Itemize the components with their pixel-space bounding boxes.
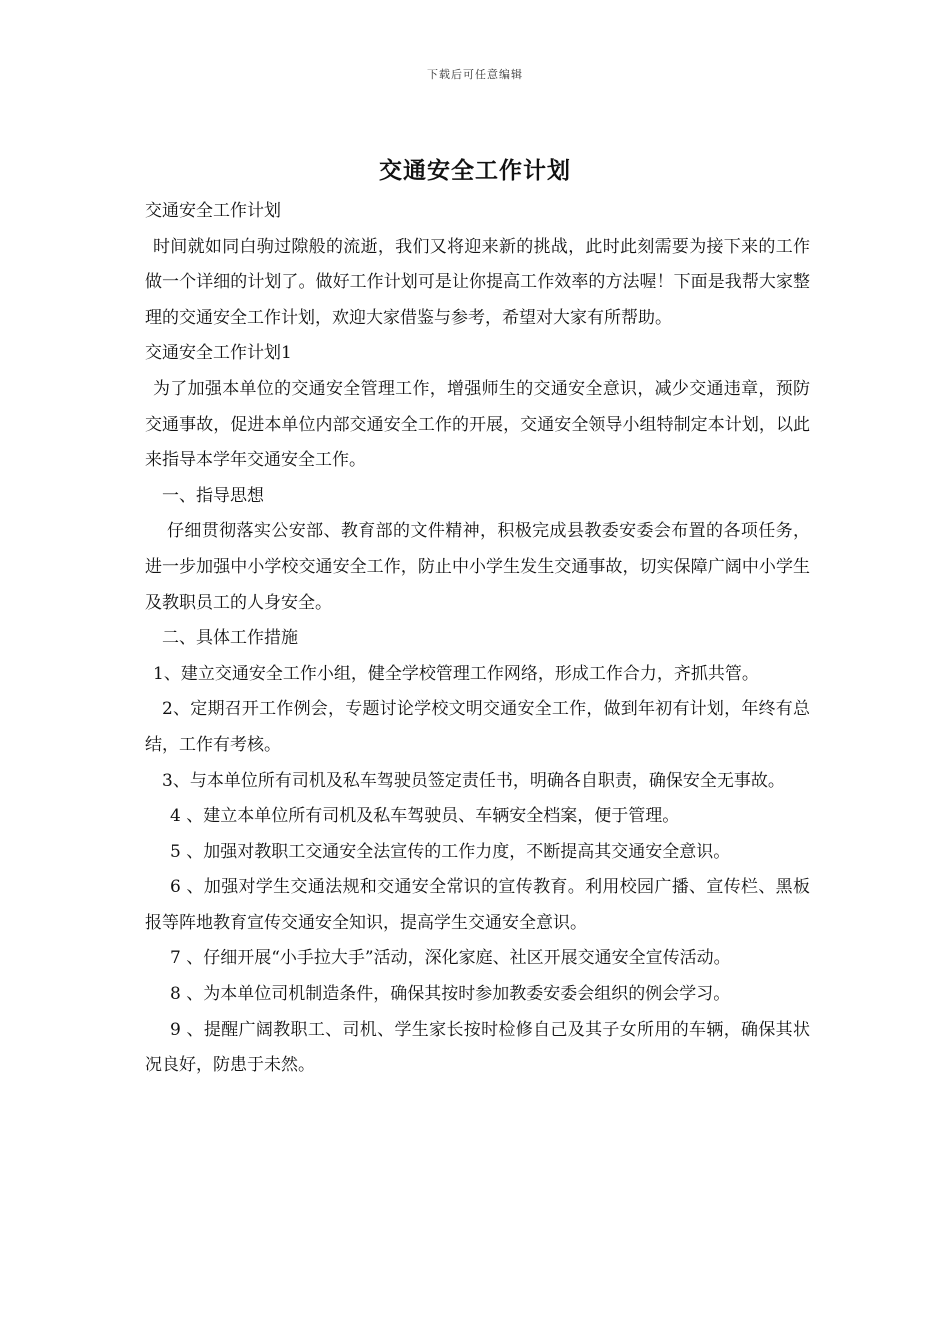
paragraph-section-heading: 交通安全工作计划1: [145, 343, 292, 364]
measure-item-9: 9 、提醒广阔教职工、司机、学生家长按时检修自己及其子女所用的车辆，确保其状况良好，防患于未然。: [145, 1019, 810, 1076]
measure-item-4: 4 、建立本单位所有司机及私车驾驶员、车辆安全档案，便于管理。: [170, 806, 680, 827]
measure-item-3: 3、与本单位所有司机及私车驾驶员签定责任书，明确各自职责，确保安全无事故。: [162, 770, 785, 791]
measure-item-8: 8 、为本单位司机制造条件，确保其按时参加教委安委会组织的例会学习。: [170, 984, 731, 1005]
measure-item-2: 2、定期召开工作例会，专题讨论学校文明交通安全工作，做到年初有计划，年终有总结，工作有考核。: [145, 699, 810, 755]
paragraph-intro: 时间就如同白驹过隙般的流逝，我们又将迎来新的挑战，此时此刻需要为接下来的工作做一个详细的计划了。做好工作计划可是让你提高工作效率的方法喔！下面是我帮大家整理的交通安全工作计划，欢迎大家借鉴与参考，希望对大家有所帮助。: [145, 236, 810, 328]
paragraph-subtitle: 交通安全工作计划: [145, 201, 281, 221]
measure-item-5: 5 、加强对教职工交通安全法宣传的工作力度，不断提高其交通安全意识。: [170, 841, 731, 862]
paragraph-purpose: 为了加强本单位的交通安全管理工作，增强师生的交通安全意识，减少交通违章，预防交通事故，促进本单位内部交通安全工作的开展，交通安全领导小组特制定本计划，以此来指导本学年交通安全工作。: [145, 378, 810, 471]
paragraph-guiding-ideology: 仔细贯彻落实公安部、教育部的文件精神，积极完成县教委安委会布置的各项任务，进一步加强中小学校交通安全工作，防止中小学生发生交通事故，切实保障广阔中小学生及教职员工的人身安全。: [145, 521, 810, 613]
measure-item-1: 1、建立交通安全工作小组，健全学校管理工作网络，形成工作合力，齐抓共管。: [153, 663, 759, 684]
measure-item-7: 7 、仔细开展“小手拉大手”活动，深化家庭、社区开展交通安全宣传活动。: [170, 948, 731, 969]
heading-specific-measures: 二、具体工作措施: [162, 628, 298, 649]
header-note: 下载后可任意编辑: [427, 68, 523, 81]
document-title: 交通安全工作计划: [379, 157, 571, 184]
heading-guiding-ideology: 一、指导思想: [162, 485, 264, 506]
document-body: [145, 194, 810, 1084]
measure-item-6: 6 、加强对学生交通法规和交通安全常识的宣传教育。利用校园广播、宣传栏、黑板报等阵地教育宣传交通安全知识，提高学生交通安全意识。: [145, 877, 810, 933]
